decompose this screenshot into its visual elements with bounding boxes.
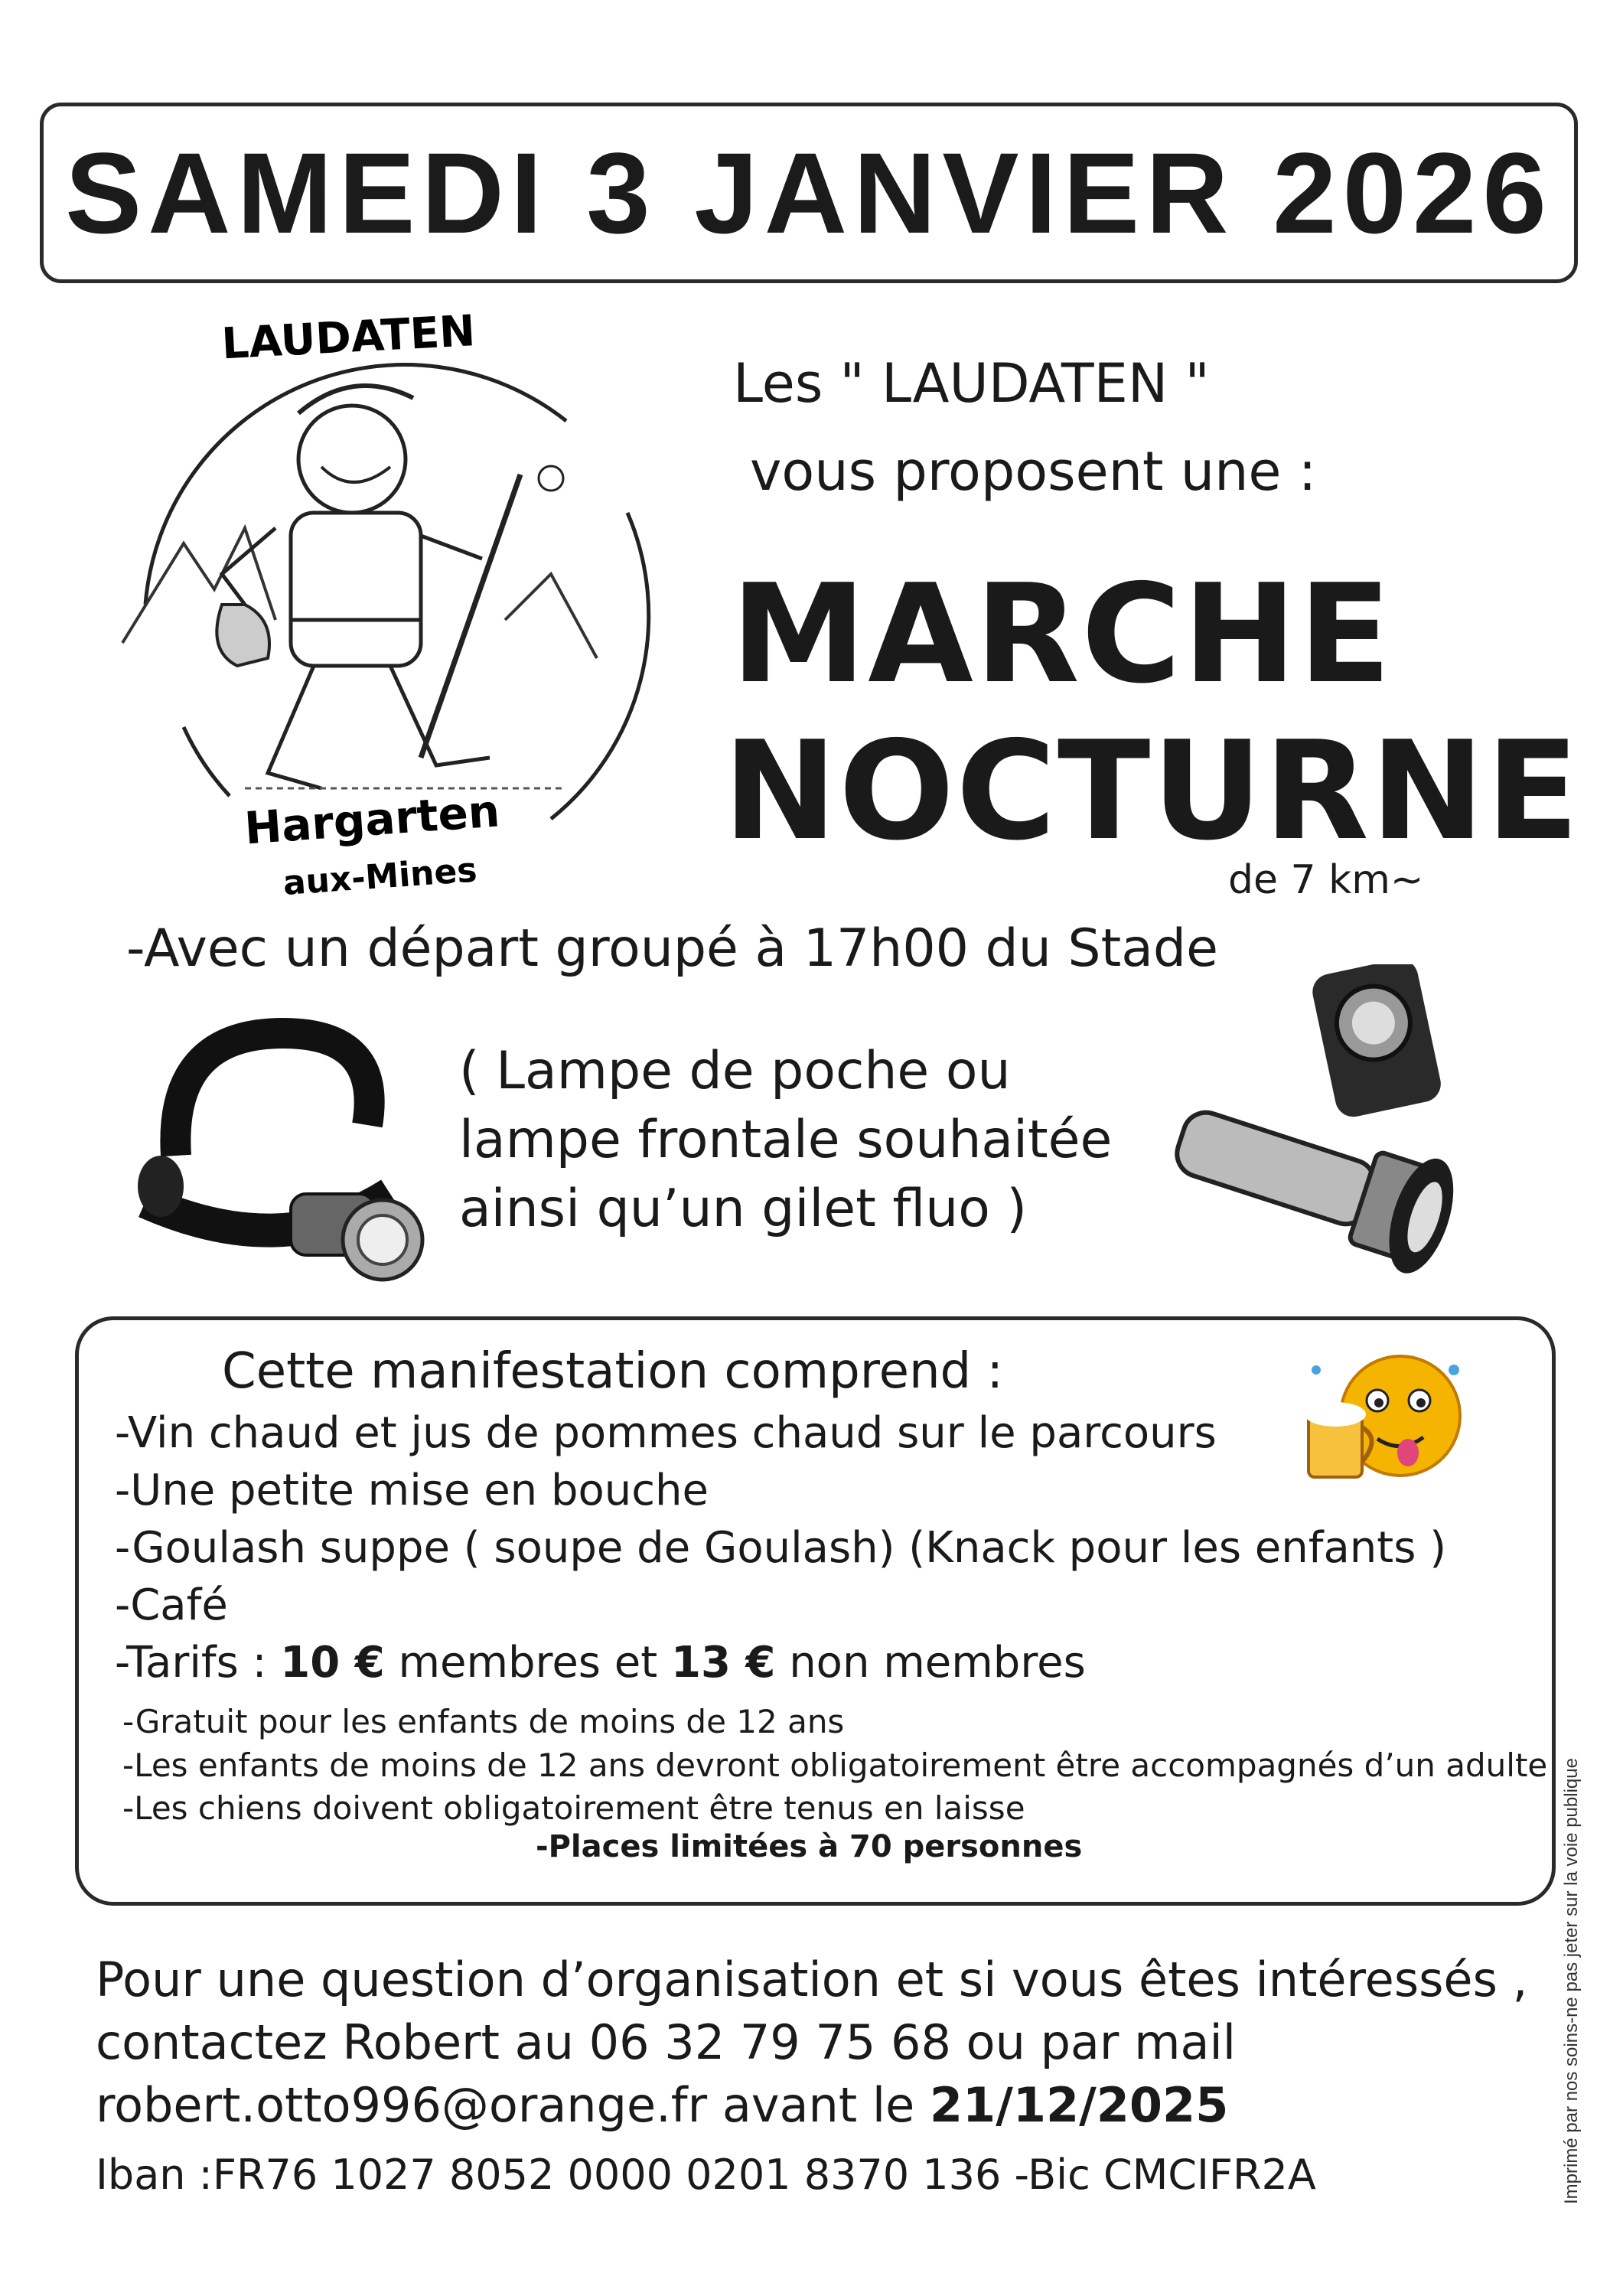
laudaten-logo <box>92 298 673 911</box>
contact-line-3 <box>96 2077 1228 2133</box>
event-title-line-1: MARCHE <box>731 555 1393 713</box>
note-item: -Les chiens doivent obligatoirement être tenus en laisse <box>122 1789 1025 1827</box>
deadline-date: 21/12/2025 <box>929 2077 1229 2133</box>
intro-line-2: vous proposent une : <box>750 440 1317 503</box>
tarifs-prefix: -Tarifs : <box>115 1638 281 1688</box>
places-limit: -Places limitées à 70 personnes <box>536 1829 1083 1864</box>
print-notice: Imprimé par nos soins-ne pas jeter sur la voie publique <box>1561 1758 1582 2204</box>
event-distance: de 7 km~ <box>1228 857 1424 903</box>
logo-top-text: LAUDATEN <box>220 306 477 370</box>
include-item: -Goulash suppe ( soupe de Goulash) (Knack pour les enfants ) <box>115 1523 1447 1573</box>
headlamp-image <box>130 1018 436 1301</box>
flashlight-image <box>1155 964 1492 1301</box>
logo-place-line1: Hargarten <box>243 784 502 855</box>
equipment-line-1: ( Lampe de poche ou <box>459 1041 1011 1101</box>
nonmember-price: 13 € <box>671 1638 776 1688</box>
contact-email[interactable]: robert.otto996@orange.fr <box>96 2077 708 2133</box>
beer-emoji-icon <box>1293 1347 1469 1485</box>
deadline-label: avant le <box>707 2077 930 2133</box>
include-item: -Une petite mise en bouche <box>115 1466 709 1515</box>
contact-line-2: contactez Robert au 06 32 79 75 68 ou par mail <box>96 2014 1236 2070</box>
event-date: SAMEDI 3 JANVIER 2026 <box>65 128 1553 257</box>
departure-info: -Avec un départ groupé à 17h00 du Stade <box>126 918 1218 979</box>
date-banner <box>40 103 1578 283</box>
member-price: 10 € <box>280 1638 385 1688</box>
event-title-line-2: NOCTURNE <box>723 712 1581 870</box>
logo-place-line2: aux-Mines <box>282 850 479 904</box>
intro-line-1: Les " LAUDATEN " <box>733 352 1210 415</box>
tarifs-line <box>115 1638 1086 1688</box>
note-item: -Gratuit pour les enfants de moins de 12 ans <box>122 1703 845 1740</box>
bank-details: Iban :FR76 1027 8052 0000 0201 8370 136 -Bic CMCIFR2A <box>96 2151 1316 2199</box>
equipment-line-3: ainsi qu’un gilet fluo ) <box>459 1179 1028 1239</box>
include-item: -Café <box>115 1580 228 1630</box>
member-label: membres et <box>384 1638 671 1688</box>
nonmember-label: non membres <box>775 1638 1086 1688</box>
includes-title: Cette manifestation comprend : <box>222 1343 1004 1400</box>
contact-line-1: Pour une question d’organisation et si vous êtes intéressés , <box>96 1952 1528 2007</box>
note-item: -Les enfants de moins de 12 ans devront obligatoirement être accompagnés d’un adulte <box>122 1746 1548 1784</box>
equipment-line-2: lampe frontale souhaitée <box>459 1110 1113 1170</box>
include-item: -Vin chaud et jus de pommes chaud sur le parcours <box>115 1408 1217 1458</box>
